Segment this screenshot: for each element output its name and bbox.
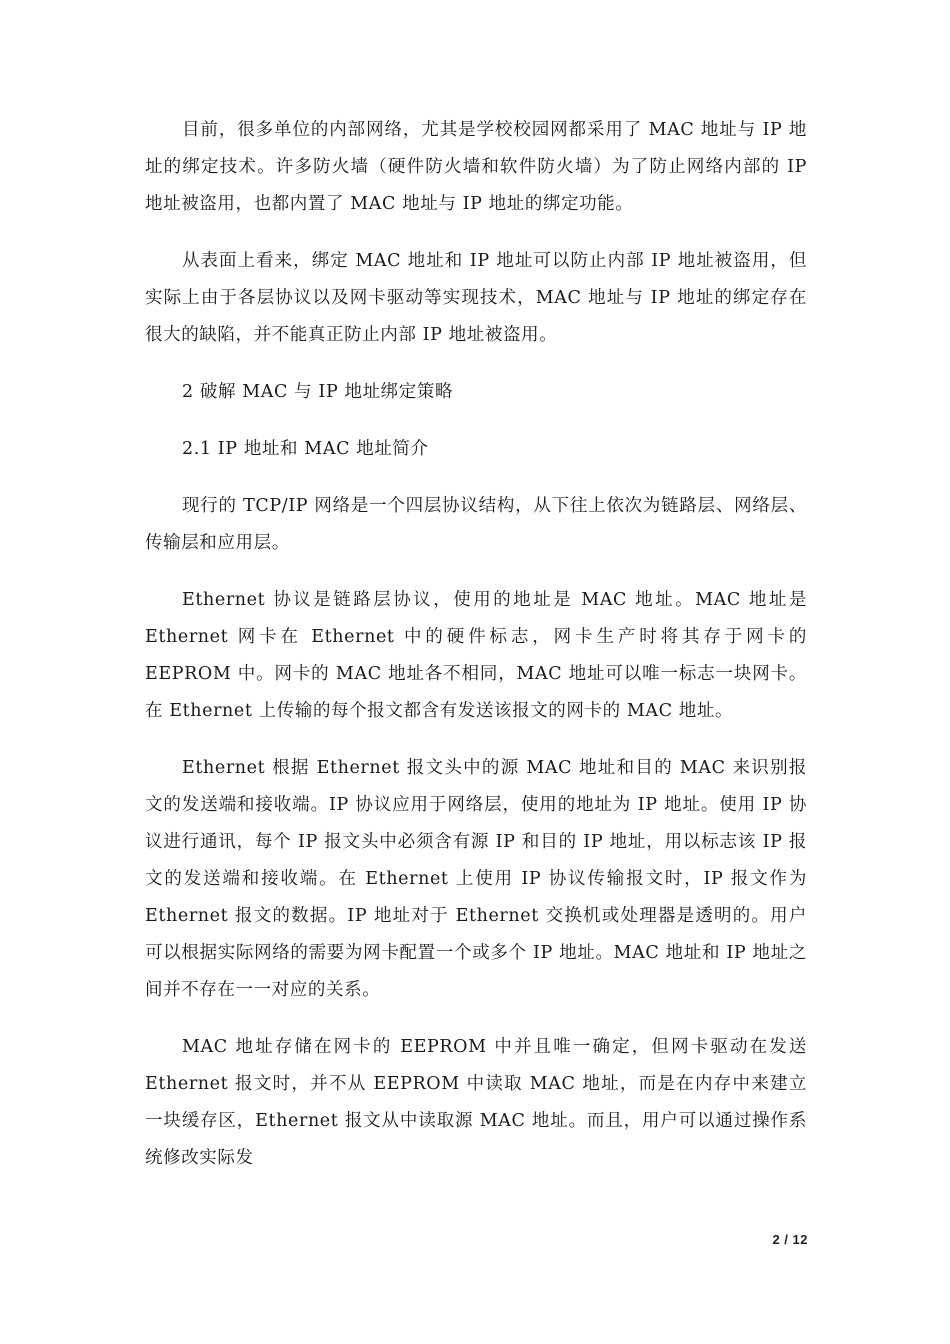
paragraph-ethernet-mac: Ethernet 协议是链路层协议，使用的地址是 MAC 地址。MAC 地址是 Ethernet 网卡在 Ethernet 中的硬件标志，网卡生产时将其存于网卡的 EEPROM 中。网卡的 MAC 地址各不相同，MAC 地址可以唯一标志一块网卡。在 Ethernet 上传输的每个报文都含有发送该报文的网卡的 MAC 地址。 [145, 590, 807, 721]
paragraph-mac-eeprom: MAC 地址存储在网卡的 EEPROM 中并且唯一确定，但网卡驱动在发送 Ethernet 报文时，并不从 EEPROM 中读取 MAC 地址，而是在内存中来建立一块缓存区，Ethernet 报文从中读取源 MAC 地址。而且，用户可以通过操作系统修改实际发 [145, 1037, 807, 1168]
paragraph-mac-ip-binding-intro: 目前，很多单位的内部网络，尤其是学校校园网都采用了 MAC 地址与 IP 地址的绑定技术。许多防火墙（硬件防火墙和软件防火墙）为了防止网络内部的 IP 地址被盗用，也都内置了 MAC 地址与 IP 地址的绑定功能。 [145, 120, 807, 214]
page-number: 2 / 12 [772, 1232, 808, 1247]
section-heading-2-1: 2.1 IP 地址和 MAC 地址简介 [182, 439, 429, 459]
paragraph-binding-defects: 从表面上看来，绑定 MAC 地址和 IP 地址可以防止内部 IP 地址被盗用，但实际上由于各层协议以及网卡驱动等实现技术，MAC 地址与 IP 地址的绑定存在很大的缺陷，并不能真正防止内部 IP 地址被盗用。 [145, 251, 807, 345]
paragraph-ethernet-ip: Ethernet 根据 Ethernet 报文头中的源 MAC 地址和目的 MAC 来识别报文的发送端和接收端。IP 协议应用于网络层，使用的地址为 IP 地址。使用 IP 协议进行通讯，每个 IP 报文头中必须含有源 IP 和目的 IP 地址，用以标志该 IP 报文的发送端和接收端。在 Ethernet 上使用 IP 协议传输报文时，IP 报文作为 Ethernet 报文的数据。IP 地址对于 Ethernet 交换机或处理器是透明的。用户可以根据实际网络的需要为网卡配置一个或多个 IP 地址。MAC 地址和 IP 地址之间并不存在一一对应的关系。 [145, 758, 807, 1000]
document-body [145, 112, 807, 1197]
paragraph-tcpip-layers: 现行的 TCP/IP 网络是一个四层协议结构，从下往上依次为链路层、网络层、传输层和应用层。 [145, 496, 807, 553]
section-heading-2: 2 破解 MAC 与 IP 地址绑定策略 [182, 382, 454, 402]
